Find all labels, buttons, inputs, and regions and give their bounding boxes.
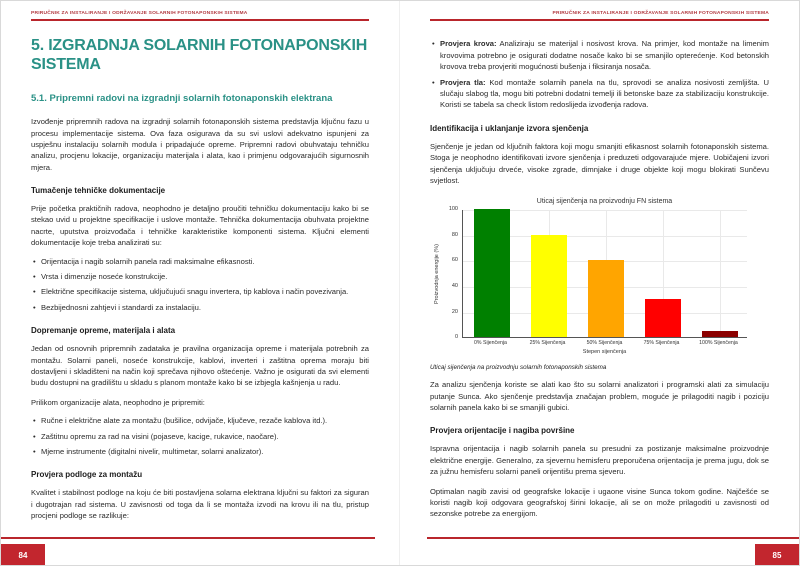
y-tick-label: 0 [454, 334, 458, 341]
page-left [1, 1, 400, 566]
y-tick-label: 60 [451, 257, 458, 264]
footer-rule [1, 537, 375, 539]
section-title: 5.1. Pripremni radovi na izgradnji solarnih fotonaponskih elektrana [31, 93, 333, 105]
surface-paragraph: Kvalitet i stabilnost podloge na koju će biti postavljena solarna elektrana ključni su faktori za siguran i dugotrajan rad sistema. U zavisnosti od toga da li se montaža izvodi na krovu ili na tlu, pristup procjeni podloge se razlikuje: [31, 488, 369, 521]
list-item [430, 38, 769, 72]
chart-plot-row [432, 206, 769, 341]
orientation-paragraph: Ispravna orijentacija i nagib solarnih panela su presudni za postizanje maksimalne proizvodnje električne energije. Generalno, za sjevernu hemisferu preporučena orijentacija je prema jugu, dok se za južnu hemisferu solarni paneli orijentišu prema sjeveru. [430, 444, 769, 477]
documentation-paragraph: Prije početka praktičnih radova, neophodno je detaljno proučiti tehničku dokumentaciju kako bi se stekao uvid u projektne specifikacije i uslove montaže. Tehnička dokumentacija obuhvata projektne nacrte, uputstva proizvođača i tehničke karakteristike komponenti sistema. Ključni elementi dokumentacije koje treba analizirati su: [31, 204, 369, 248]
bullet-text: Analiziraju se materijal i nosivost krova. Na primjer, kod montaže na limenim krovovima potrebno je osigurati dodatne nosače kako bi se smanjilo opterećenje. Kod betonskih krovova treba provjeriti mogućnosti bušenja i fiksiranja nosača. [440, 39, 769, 72]
list-item: • Mjerne instrumente (digitalni nivelir, multimetar, solarni analizator). [31, 446, 369, 457]
tilt-paragraph: Optimalan nagib zavisi od geografske lokacije i ugaone visine Sunca tokom godine. Najčešće se koristi nagib koji odgovara geografskoj širini lokacije, ali se on može prilagoditi u zavisnosti od sezonske potrebe za energijom. [430, 486, 769, 519]
equipment-paragraph: Jedan od osnovnih pripremnih zadataka je pravilna organizacija opreme i materijala potrebnih za montažu. Solarni paneli, noseće konstrukcije, kablovi, inverteri i zaštitna oprema moraju biti dostavljeni i skladišteni na način koji sprečava njihovo oštećenje. Važno je osigurati da svi elementi budu dostupni na gradilištu u skladu s planom montaže kako bi se izbjegla kašnjenja u radu. [31, 344, 369, 388]
x-tick-label: 100% Sijenčenja [699, 340, 738, 347]
analysis-paragraph: Za analizu sjenčenja koriste se alati kao što su solarni analizatori i programski alati za simulaciju putanje Sunca. Ako sjenčenje predstavlja značajan problem, moguće je prilagoditi nagib i poziciju solarnih panela kako bi se smanjili gubici. [430, 380, 769, 413]
chart-title: Uticaj sijenčenja na proizvodnju FN sistema [536, 198, 673, 206]
x-tick-label: 50% Sijenčenja [586, 340, 623, 347]
y-tick-label: 20 [451, 308, 458, 315]
tools-bullet-list [31, 415, 369, 457]
x-axis-ticks [462, 338, 747, 346]
subsection-heading-shading: Identifikacija i uklanjanje izvora sjenčenja [430, 123, 589, 133]
shading-paragraph: Sjenčenje je jedan od ključnih faktora koji mogu smanjiti efikasnost solarnih fotonaponskih sistema. Stoga je neophodno identifikovati izvore sjenčenja i preduzeti odgovarajuće mjere. Uobičajeni izvori sjenčenja uključuju drveće, visoke zgrade, dimnjake i druge objekte koji mogu blokirati Sunčevu svjetlost. [430, 141, 769, 185]
y-tick-label: 40 [451, 283, 458, 290]
y-tick-label: 80 [451, 231, 458, 238]
list-item: • Električne specifikacije sistema, uključujući snagu invertera, tip kablova i način povezivanja. [31, 286, 369, 297]
page-number: 85 [755, 544, 799, 566]
x-tick-label: 25% Sijenčenja [529, 340, 566, 347]
y-axis-label: Proizvodnja energije (%) [434, 244, 440, 305]
gridline [720, 210, 721, 337]
header-rule [430, 19, 769, 21]
documentation-bullet-list [31, 256, 369, 314]
subsection-heading-documentation: Tumačenje tehničke dokumentacije [31, 186, 166, 196]
x-axis-label: Stepen sijenčenja [582, 349, 627, 356]
chart-bar [588, 260, 624, 337]
bullet-text: Kod montaže solarnih panela na tlu, sprovodi se analiza nosivosti zemljišta. U slučaju slabog tla, mogu biti potrebni dodatni temelji ili betonske baze za stabilizaciju konstrukcije. Koristi se tabela sa check listom redoslijeda izvođenja radova. [440, 77, 770, 110]
header-rule [31, 19, 369, 21]
list-item: • Orijentacija i nagib solarnih panela radi maksimalne efikasnosti. [31, 256, 369, 267]
chart-bar [474, 209, 510, 337]
list-item [430, 77, 769, 111]
y-axis-ticks [444, 206, 462, 341]
shading-bar-chart [432, 198, 769, 355]
plot-area [462, 210, 747, 338]
list-item: • Ručne i električne alate za montažu (bušilice, odvijače, ključeve, rezače kablova itd.). [31, 415, 369, 426]
list-item: • Bezbijednosni zahtjevi i standardi za instalaciju. [31, 302, 369, 313]
check-bullet-list [430, 38, 769, 110]
footer-rule [427, 537, 799, 539]
page-number: 84 [1, 544, 45, 566]
page-right [400, 1, 799, 566]
chart-bar [702, 331, 738, 337]
running-title: PRIRUČNIK ZA INSTALIRANJE I ODRŽAVANJE SOLARNIH FOTONAPONSKIH SISTEMA [31, 11, 248, 16]
intro-paragraph: Izvođenje pripremnih radova na izgradnji solarnih fotonaponskih sistema predstavlja ključnu fazu u procesu implementacije sistema. Ova faza osigurava da su svi uslovi adekvatno ispunjeni za uspješnu instalaciju solarnih modula i pripadajuće opreme. Pripremni radovi obuhvataju tehničku analizu, procjenu lokacije, organizaciju materijala i alata, kao i primjenu odgovarajućih sigurnosnih mjera. [31, 117, 369, 172]
x-tick-label: 0% Sijenčenja [474, 340, 507, 347]
y-tick-label: 100 [448, 206, 458, 213]
list-item: • Vrsta i dimenzije noseće konstrukcije. [31, 271, 369, 282]
tools-intro-paragraph: Prilikom organizacije alata, neophodno je pripremiti: [31, 397, 205, 407]
list-item: • Zaštitnu opremu za rad na visini (pojaseve, kacige, rukavice, naočare). [31, 431, 369, 442]
chart-caption: Uticaj sijenčenja na proizvodnju solarnih fotonaponskih sistema [430, 364, 607, 372]
bullet-lead: Provjera tla: [440, 77, 486, 87]
x-tick-label: 75% Sijenčenja [643, 340, 680, 347]
running-title: PRIRUČNIK ZA INSTALIRANJE I ODRŽAVANJE SOLARNIH FOTONAPONSKIH SISTEMA [552, 11, 769, 16]
subsection-heading-surface: Provjera podloge za montažu [31, 470, 143, 480]
chart-bar [531, 235, 567, 337]
subsection-heading-orientation: Provjera orijentacije i nagiba površine [430, 426, 575, 436]
bullet-lead: Provjera krova: [440, 39, 497, 49]
chapter-title: 5. IZGRADNJA SOLARNIH FOTONAPONSKIH SISTEMA [31, 37, 368, 74]
subsection-heading-equipment: Dopremanje opreme, materijala i alata [31, 326, 176, 336]
chart-bar [645, 299, 681, 337]
